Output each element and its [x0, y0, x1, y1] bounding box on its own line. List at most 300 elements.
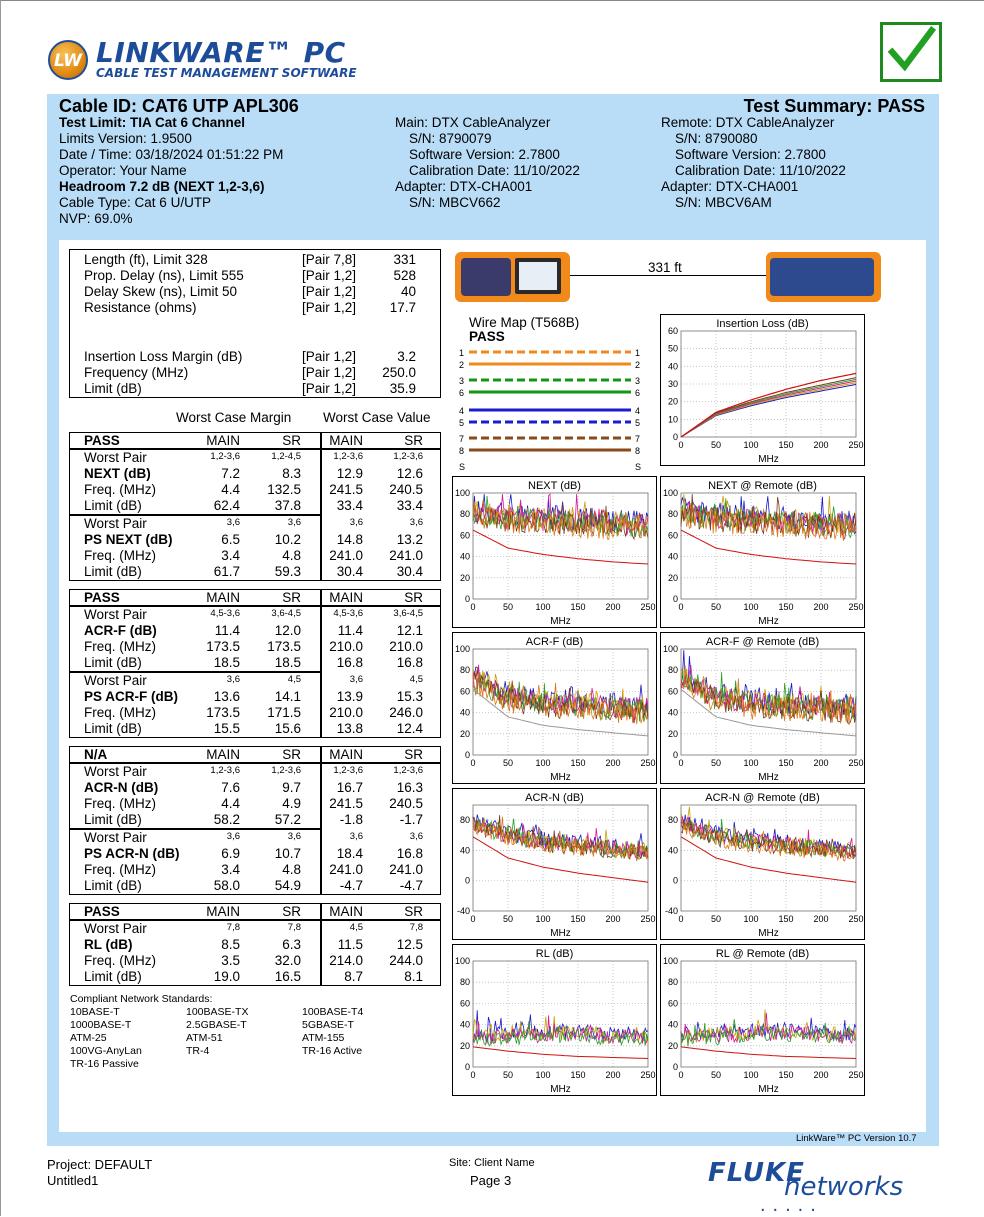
worst-pair-value: 4,5-3,6 [210, 608, 240, 619]
limit-value: 18.5 [213, 655, 240, 670]
freq-label: Freq. (MHz) [84, 953, 156, 968]
worst-pair-label: Worst Pair [84, 450, 147, 465]
worst-pair-value: 3,6 [226, 674, 240, 685]
standard-item: TR-16 Passive [70, 1058, 139, 1070]
freq-value: 173.5 [206, 639, 240, 654]
x-tick-label: 0 [470, 602, 476, 612]
x-axis-label: MHz [550, 616, 571, 627]
y-tick-label: 20 [667, 1040, 678, 1051]
x-tick-label: 100 [535, 602, 551, 612]
wire-pin-label: 3 [459, 376, 465, 386]
remote-tester-line: S/N: 8790080 [675, 131, 758, 146]
limit-value: 58.0 [213, 878, 240, 893]
summary-left-line: Limits Version: 1.9500 [59, 131, 192, 146]
limit-value: 61.7 [213, 564, 240, 579]
main-tester-line: Adapter: DTX-CHA001 [395, 179, 533, 194]
col-sr: SR [282, 433, 301, 448]
length-row-value: 331 [393, 252, 416, 267]
x-tick-label: 50 [710, 440, 722, 450]
col-sr: SR [282, 904, 301, 919]
main-tester-line: S/N: MBCV662 [409, 195, 501, 210]
y-tick-label: 80 [459, 509, 470, 520]
graph-svg [661, 945, 866, 1097]
standard-item: ATM-25 [70, 1032, 107, 1044]
col-main: MAIN [206, 747, 240, 762]
worst-pair-value: 1,2-3,6 [210, 451, 240, 462]
worst-pair-label: Worst Pair [84, 764, 147, 779]
x-tick-label: 100 [743, 914, 759, 924]
worst-pair-value: 3,6 [349, 831, 363, 842]
wire-pin-label: 4 [635, 406, 641, 416]
worst-pair-value: 1,2-3,6 [333, 765, 363, 776]
wire-pin-label: 5 [635, 418, 641, 428]
summary-left-line: Date / Time: 03/18/2024 01:51:22 PM [59, 147, 284, 162]
length-row-value: 17.7 [389, 300, 416, 315]
measure-value: 16.3 [396, 780, 423, 795]
freq-value: 241.0 [329, 548, 363, 563]
remote-tester-line: Remote: DTX CableAnalyzer [661, 115, 835, 130]
limit-value: 18.5 [274, 655, 301, 670]
measure-name: PS ACR-F (dB) [84, 689, 178, 704]
freq-value: 32.0 [274, 953, 301, 968]
wire-map-title: Wire Map (T568B) [469, 315, 580, 330]
col-sr2: SR [404, 747, 423, 762]
y-tick-label: 10 [667, 414, 678, 425]
length-row-value: 3.2 [397, 349, 416, 364]
y-tick-label: 20 [459, 1040, 470, 1051]
main-tester-image [455, 252, 570, 302]
x-tick-label: 100 [535, 1070, 551, 1080]
x-axis-label: MHz [758, 928, 779, 939]
measure-value: 12.5 [396, 937, 423, 952]
measure-value: 16.8 [396, 846, 423, 861]
length-row-pair: [Pair 1,2] [302, 365, 357, 380]
freq-value: 4.8 [282, 548, 301, 563]
x-tick-label: 50 [502, 758, 514, 768]
measure-value: 13.6 [213, 689, 240, 704]
y-tick-label: 20 [667, 728, 678, 739]
x-tick-label: 50 [710, 758, 722, 768]
fluke-logo: FLUKE [708, 1158, 805, 1188]
limit-label: Limit (dB) [84, 564, 142, 579]
x-tick-label: 200 [813, 758, 829, 768]
col-main: MAIN [206, 590, 240, 605]
measure-value: 12.9 [336, 466, 363, 481]
y-tick-label: 40 [459, 845, 470, 856]
measure-value: 7.2 [221, 466, 240, 481]
measure-value: 16.7 [336, 780, 363, 795]
limit-value: 33.4 [336, 498, 363, 513]
standard-item: 100VG-AnyLan [70, 1045, 142, 1057]
col-main: MAIN [206, 433, 240, 448]
measurement-trace [473, 1016, 648, 1044]
remote-tester-image [766, 252, 881, 302]
graph-svg [453, 789, 658, 941]
y-tick-label: 60 [667, 686, 678, 697]
untitled-label: Untitled1 [47, 1173, 99, 1188]
measure-value: 8.5 [221, 937, 240, 952]
remote-tester-line: Software Version: 2.7800 [675, 147, 826, 162]
y-tick-label: 40 [459, 707, 470, 718]
x-tick-label: 250 [848, 914, 864, 924]
y-tick-label: 0 [464, 594, 470, 604]
freq-value: 4.9 [282, 796, 301, 811]
y-tick-label: 30 [667, 379, 678, 389]
graph-svg [453, 477, 658, 629]
limit-value: 15.5 [213, 721, 240, 736]
col-sr2: SR [404, 433, 423, 448]
length-row-pair: [Pair 1,2] [302, 300, 357, 315]
freq-value: 241.5 [329, 482, 363, 497]
col-sr2: SR [404, 904, 423, 919]
worst-pair-value: 3,6 [226, 831, 240, 842]
x-tick-label: 50 [710, 602, 722, 612]
graph-svg [661, 633, 866, 785]
limit-label: Limit (dB) [84, 878, 142, 893]
standard-item: 100BASE-T4 [302, 1006, 364, 1018]
freq-value: 241.0 [389, 862, 423, 877]
project-label: Project: DEFAULT [47, 1157, 153, 1172]
worst-pair-value: 3,6 [349, 517, 363, 528]
limit-label: Limit (dB) [84, 721, 142, 736]
x-tick-label: 200 [605, 914, 621, 924]
y-tick-label: 100 [662, 644, 678, 654]
y-tick-label: 40 [459, 1019, 470, 1030]
x-tick-label: 50 [710, 914, 722, 924]
y-tick-label: 40 [667, 1019, 678, 1030]
graph-title: NEXT @ Remote (dB) [708, 480, 817, 492]
graph-title: NEXT (dB) [528, 480, 581, 492]
x-tick-label: 200 [605, 758, 621, 768]
measure-value: 11.4 [337, 623, 363, 638]
worst-pair-value: 1,2-3,6 [333, 451, 363, 462]
table-status: PASS [84, 904, 120, 919]
cable-id: Cable ID: CAT6 UTP APL306 [59, 96, 299, 116]
logo-title: LINKWARE™ PC [96, 36, 346, 69]
worst-pair-value: 4,5 [287, 674, 301, 685]
graph-title: ACR-F (dB) [525, 636, 584, 648]
worst-pair-value: 1,2-3,6 [393, 451, 423, 462]
wire-pin-label: 6 [459, 388, 465, 398]
limit-line [681, 1047, 856, 1059]
length-row-pair: [Pair 1,2] [302, 381, 357, 396]
x-tick-label: 100 [743, 602, 759, 612]
main-tester-line: S/N: 8790079 [409, 131, 492, 146]
x-tick-label: 250 [848, 440, 864, 450]
freq-value: 173.5 [206, 705, 240, 720]
linkware-logo-icon: LW [48, 40, 88, 80]
y-tick-label: 0 [672, 594, 678, 604]
x-tick-label: 200 [605, 602, 621, 612]
x-tick-label: 250 [640, 1070, 656, 1080]
y-tick-label: 60 [459, 530, 470, 541]
worst-pair-value: 1,2-4,5 [271, 451, 301, 462]
wire-pin-label: 2 [459, 360, 465, 370]
col-main: MAIN [206, 904, 240, 919]
measure-value: 12.6 [396, 466, 423, 481]
measure-name: NEXT (dB) [84, 466, 151, 481]
length-row-label: Insertion Loss Margin (dB) [84, 349, 243, 364]
length-row-value: 35.9 [389, 381, 416, 396]
wire-map [455, 312, 655, 472]
freq-value: 4.8 [282, 862, 301, 877]
limit-value: 58.2 [213, 812, 240, 827]
measure-value: 9.7 [282, 780, 301, 795]
limit-value: -1.7 [399, 812, 423, 827]
measure-value: 12.0 [274, 623, 301, 638]
x-axis-label: MHz [550, 928, 571, 939]
worst-pair-label: Worst Pair [84, 516, 147, 531]
measurement-trace [473, 670, 648, 723]
y-tick-label: 100 [662, 488, 678, 498]
standard-item: 2.5GBASE-T [186, 1019, 247, 1031]
length-row-value: 528 [393, 268, 416, 283]
x-tick-label: 0 [678, 914, 684, 924]
freq-value: 3.4 [221, 862, 240, 877]
y-tick-label: 100 [454, 488, 470, 498]
freq-value: 210.0 [329, 705, 363, 720]
y-tick-label: 50 [667, 343, 678, 354]
plot-area [473, 961, 648, 1067]
wire-pin-label: 7 [459, 434, 465, 444]
y-tick-label: 40 [667, 551, 678, 562]
x-axis-label: MHz [550, 772, 571, 783]
freq-value: 241.0 [389, 548, 423, 563]
y-tick-label: 0 [464, 750, 470, 760]
measure-value: 14.1 [274, 689, 301, 704]
graph-title: RL @ Remote (dB) [715, 948, 810, 960]
length-row-label: Resistance (ohms) [84, 300, 197, 315]
graph-panel [660, 788, 865, 940]
measure-value: 13.9 [336, 689, 363, 704]
networks-dots: ..... [760, 1194, 823, 1216]
y-tick-label: 60 [667, 530, 678, 541]
wire-pin-label: 6 [635, 388, 641, 398]
standard-item: 10BASE-T [70, 1006, 120, 1018]
freq-value: 132.5 [267, 482, 301, 497]
worst-pair-value: 7,8 [409, 922, 423, 933]
x-axis-label: MHz [758, 772, 779, 783]
limit-value: -1.8 [339, 812, 363, 827]
measure-value: 18.4 [336, 846, 363, 861]
graph-panel [452, 788, 657, 940]
wire-pin-label: 8 [635, 446, 641, 456]
wire-pin-label: 1 [459, 348, 465, 358]
y-tick-label: 80 [459, 977, 470, 988]
graph-panel [452, 632, 657, 784]
summary-left-line: Operator: Your Name [59, 163, 187, 178]
graph-panel [452, 476, 657, 628]
length-row-label: Prop. Delay (ns), Limit 555 [84, 268, 244, 283]
worst-pair-value: 3,6 [287, 831, 301, 842]
freq-label: Freq. (MHz) [84, 796, 156, 811]
y-tick-label: 20 [459, 572, 470, 583]
wire-map-status: PASS [469, 329, 505, 344]
worst-pair-value: 3,6-4,5 [393, 608, 423, 619]
graph-title: ACR-N @ Remote (dB) [705, 792, 820, 804]
insertion-loss-line [681, 384, 856, 437]
freq-label: Freq. (MHz) [84, 639, 156, 654]
wire-pin-label: 4 [459, 406, 465, 416]
limit-value: 30.4 [396, 564, 423, 579]
x-tick-label: 100 [743, 440, 759, 450]
summary-left-line: Headroom 7.2 dB (NEXT 1,2-3,6) [59, 179, 265, 194]
measure-value: 6.3 [282, 937, 301, 952]
limit-value: 16.8 [396, 655, 423, 670]
logo-subtitle: CABLE TEST MANAGEMENT SOFTWARE [96, 66, 357, 80]
limit-label: Limit (dB) [84, 812, 142, 827]
limit-value: -4.7 [399, 878, 423, 893]
table-status: N/A [84, 747, 108, 762]
limit-line [473, 1047, 648, 1059]
x-tick-label: 150 [570, 1070, 586, 1080]
x-tick-label: 150 [778, 914, 794, 924]
worst-pair-value: 7,8 [226, 922, 240, 933]
wire-pin-label: 5 [459, 418, 465, 428]
x-tick-label: 200 [813, 602, 829, 612]
freq-value: 214.0 [329, 953, 363, 968]
standards-title: Compliant Network Standards: [70, 993, 213, 1005]
standard-item: 1000BASE-T [70, 1019, 132, 1031]
y-tick-label: 100 [454, 956, 470, 966]
standard-item: TR-16 Active [302, 1045, 363, 1057]
length-row-pair: [Pair 1,2] [302, 284, 357, 299]
graph-panel [660, 476, 865, 628]
x-axis-label: MHz [550, 1084, 571, 1095]
standard-item: ATM-51 [186, 1032, 223, 1044]
freq-value: 3.5 [221, 953, 240, 968]
main-tester-line: Calibration Date: 11/10/2022 [409, 163, 580, 178]
x-tick-label: 250 [640, 602, 656, 612]
x-tick-label: 250 [848, 758, 864, 768]
x-tick-label: 50 [502, 602, 514, 612]
measure-value: 11.5 [337, 937, 363, 952]
graph-svg [661, 477, 866, 629]
x-tick-label: 150 [570, 602, 586, 612]
col-main2: MAIN [329, 904, 363, 919]
col-main2: MAIN [329, 590, 363, 605]
y-tick-label: 0 [672, 432, 678, 442]
cable-length-label: 331 ft [648, 260, 682, 275]
length-row-label: Frequency (MHz) [84, 365, 189, 380]
worst-pair-label: Worst Pair [84, 607, 147, 622]
col-sr: SR [282, 590, 301, 605]
graph-title: ACR-F @ Remote (dB) [705, 636, 820, 648]
x-tick-label: 0 [470, 1070, 476, 1080]
worst-pair-value: 3,6 [287, 517, 301, 528]
wire-pin-label: 8 [459, 446, 465, 456]
worst-pair-value: 1,2-3,6 [271, 765, 301, 776]
col-sr2: SR [404, 590, 423, 605]
standard-item: TR-4 [186, 1045, 210, 1057]
freq-value: 240.5 [389, 796, 423, 811]
standard-item: ATM-155 [302, 1032, 345, 1044]
graph-title: ACR-N (dB) [525, 792, 584, 804]
limit-value: 62.4 [213, 498, 240, 513]
worst-pair-value: 3,6 [226, 517, 240, 528]
limit-value: 57.2 [274, 812, 301, 827]
limit-value: 54.9 [274, 878, 301, 893]
networks-logo: networks [784, 1172, 904, 1202]
y-tick-label: 80 [667, 977, 678, 988]
graph-title: RL (dB) [535, 948, 574, 960]
x-tick-label: 100 [535, 758, 551, 768]
col-main2: MAIN [329, 747, 363, 762]
freq-value: 3.4 [221, 548, 240, 563]
summary-left-line: NVP: 69.0% [59, 211, 133, 226]
limit-value: 37.8 [274, 498, 301, 513]
length-row-pair: [Pair 1,2] [302, 268, 357, 283]
length-row-pair: [Pair 7,8] [302, 252, 357, 267]
worst-pair-label: Worst Pair [84, 921, 147, 936]
worst-case-margin-label: Worst Case Margin [176, 410, 292, 425]
limit-label: Limit (dB) [84, 498, 142, 513]
limit-value: 15.6 [274, 721, 301, 736]
y-tick-label: 0 [464, 1062, 470, 1072]
y-tick-label: 0 [672, 1062, 678, 1072]
freq-value: 171.5 [267, 705, 301, 720]
wire-shield-label: S [635, 462, 642, 472]
measurement-trace [681, 507, 856, 541]
y-tick-label: 0 [672, 875, 678, 886]
x-tick-label: 0 [678, 758, 684, 768]
remote-tester-line: Adapter: DTX-CHA001 [661, 179, 799, 194]
table-status: PASS [84, 590, 120, 605]
worst-pair-value: 1,2-3,6 [393, 765, 423, 776]
graph-title: Insertion Loss (dB) [716, 318, 809, 330]
y-tick-label: 80 [667, 665, 678, 676]
wire-shield-label: S [459, 462, 466, 472]
measure-value: 7.6 [221, 780, 240, 795]
length-row-label: Delay Skew (ns), Limit 50 [84, 284, 238, 299]
x-tick-label: 200 [813, 1070, 829, 1080]
plot-area [681, 805, 856, 911]
y-tick-label: -40 [456, 906, 470, 916]
worst-case-value-label: Worst Case Value [323, 410, 431, 425]
worst-pair-value: 1,2-3,6 [210, 765, 240, 776]
x-tick-label: 200 [813, 440, 829, 450]
x-tick-label: 150 [778, 602, 794, 612]
wire-pin-label: 1 [635, 348, 641, 358]
x-tick-label: 200 [605, 1070, 621, 1080]
x-tick-label: 0 [678, 1070, 684, 1080]
insertion-loss-line [681, 383, 856, 437]
x-tick-label: 150 [778, 1070, 794, 1080]
measure-value: 8.3 [282, 466, 301, 481]
x-tick-label: 200 [813, 914, 829, 924]
y-tick-label: 80 [459, 815, 470, 826]
summary-left-line: Test Limit: TIA Cat 6 Channel [59, 115, 246, 130]
col-sr: SR [282, 747, 301, 762]
limit-value: 12.4 [396, 721, 423, 736]
x-tick-label: 0 [678, 440, 684, 450]
worst-pair-value: 3,6 [409, 831, 423, 842]
limit-value: 8.1 [404, 969, 423, 984]
x-tick-label: 0 [470, 758, 476, 768]
freq-value: 244.0 [389, 953, 423, 968]
x-axis-label: MHz [758, 454, 779, 465]
x-tick-label: 150 [778, 440, 794, 450]
measure-value: 12.1 [396, 623, 423, 638]
main-tester-line: Main: DTX CableAnalyzer [395, 115, 551, 130]
version-label: LinkWare™ PC Version 10.7 [796, 1133, 917, 1144]
freq-label: Freq. (MHz) [84, 705, 156, 720]
limit-value: 13.8 [336, 721, 363, 736]
worst-pair-label: Worst Pair [84, 830, 147, 845]
measure-value: 10.7 [274, 846, 301, 861]
x-tick-label: 100 [743, 1070, 759, 1080]
y-tick-label: 40 [667, 845, 678, 856]
